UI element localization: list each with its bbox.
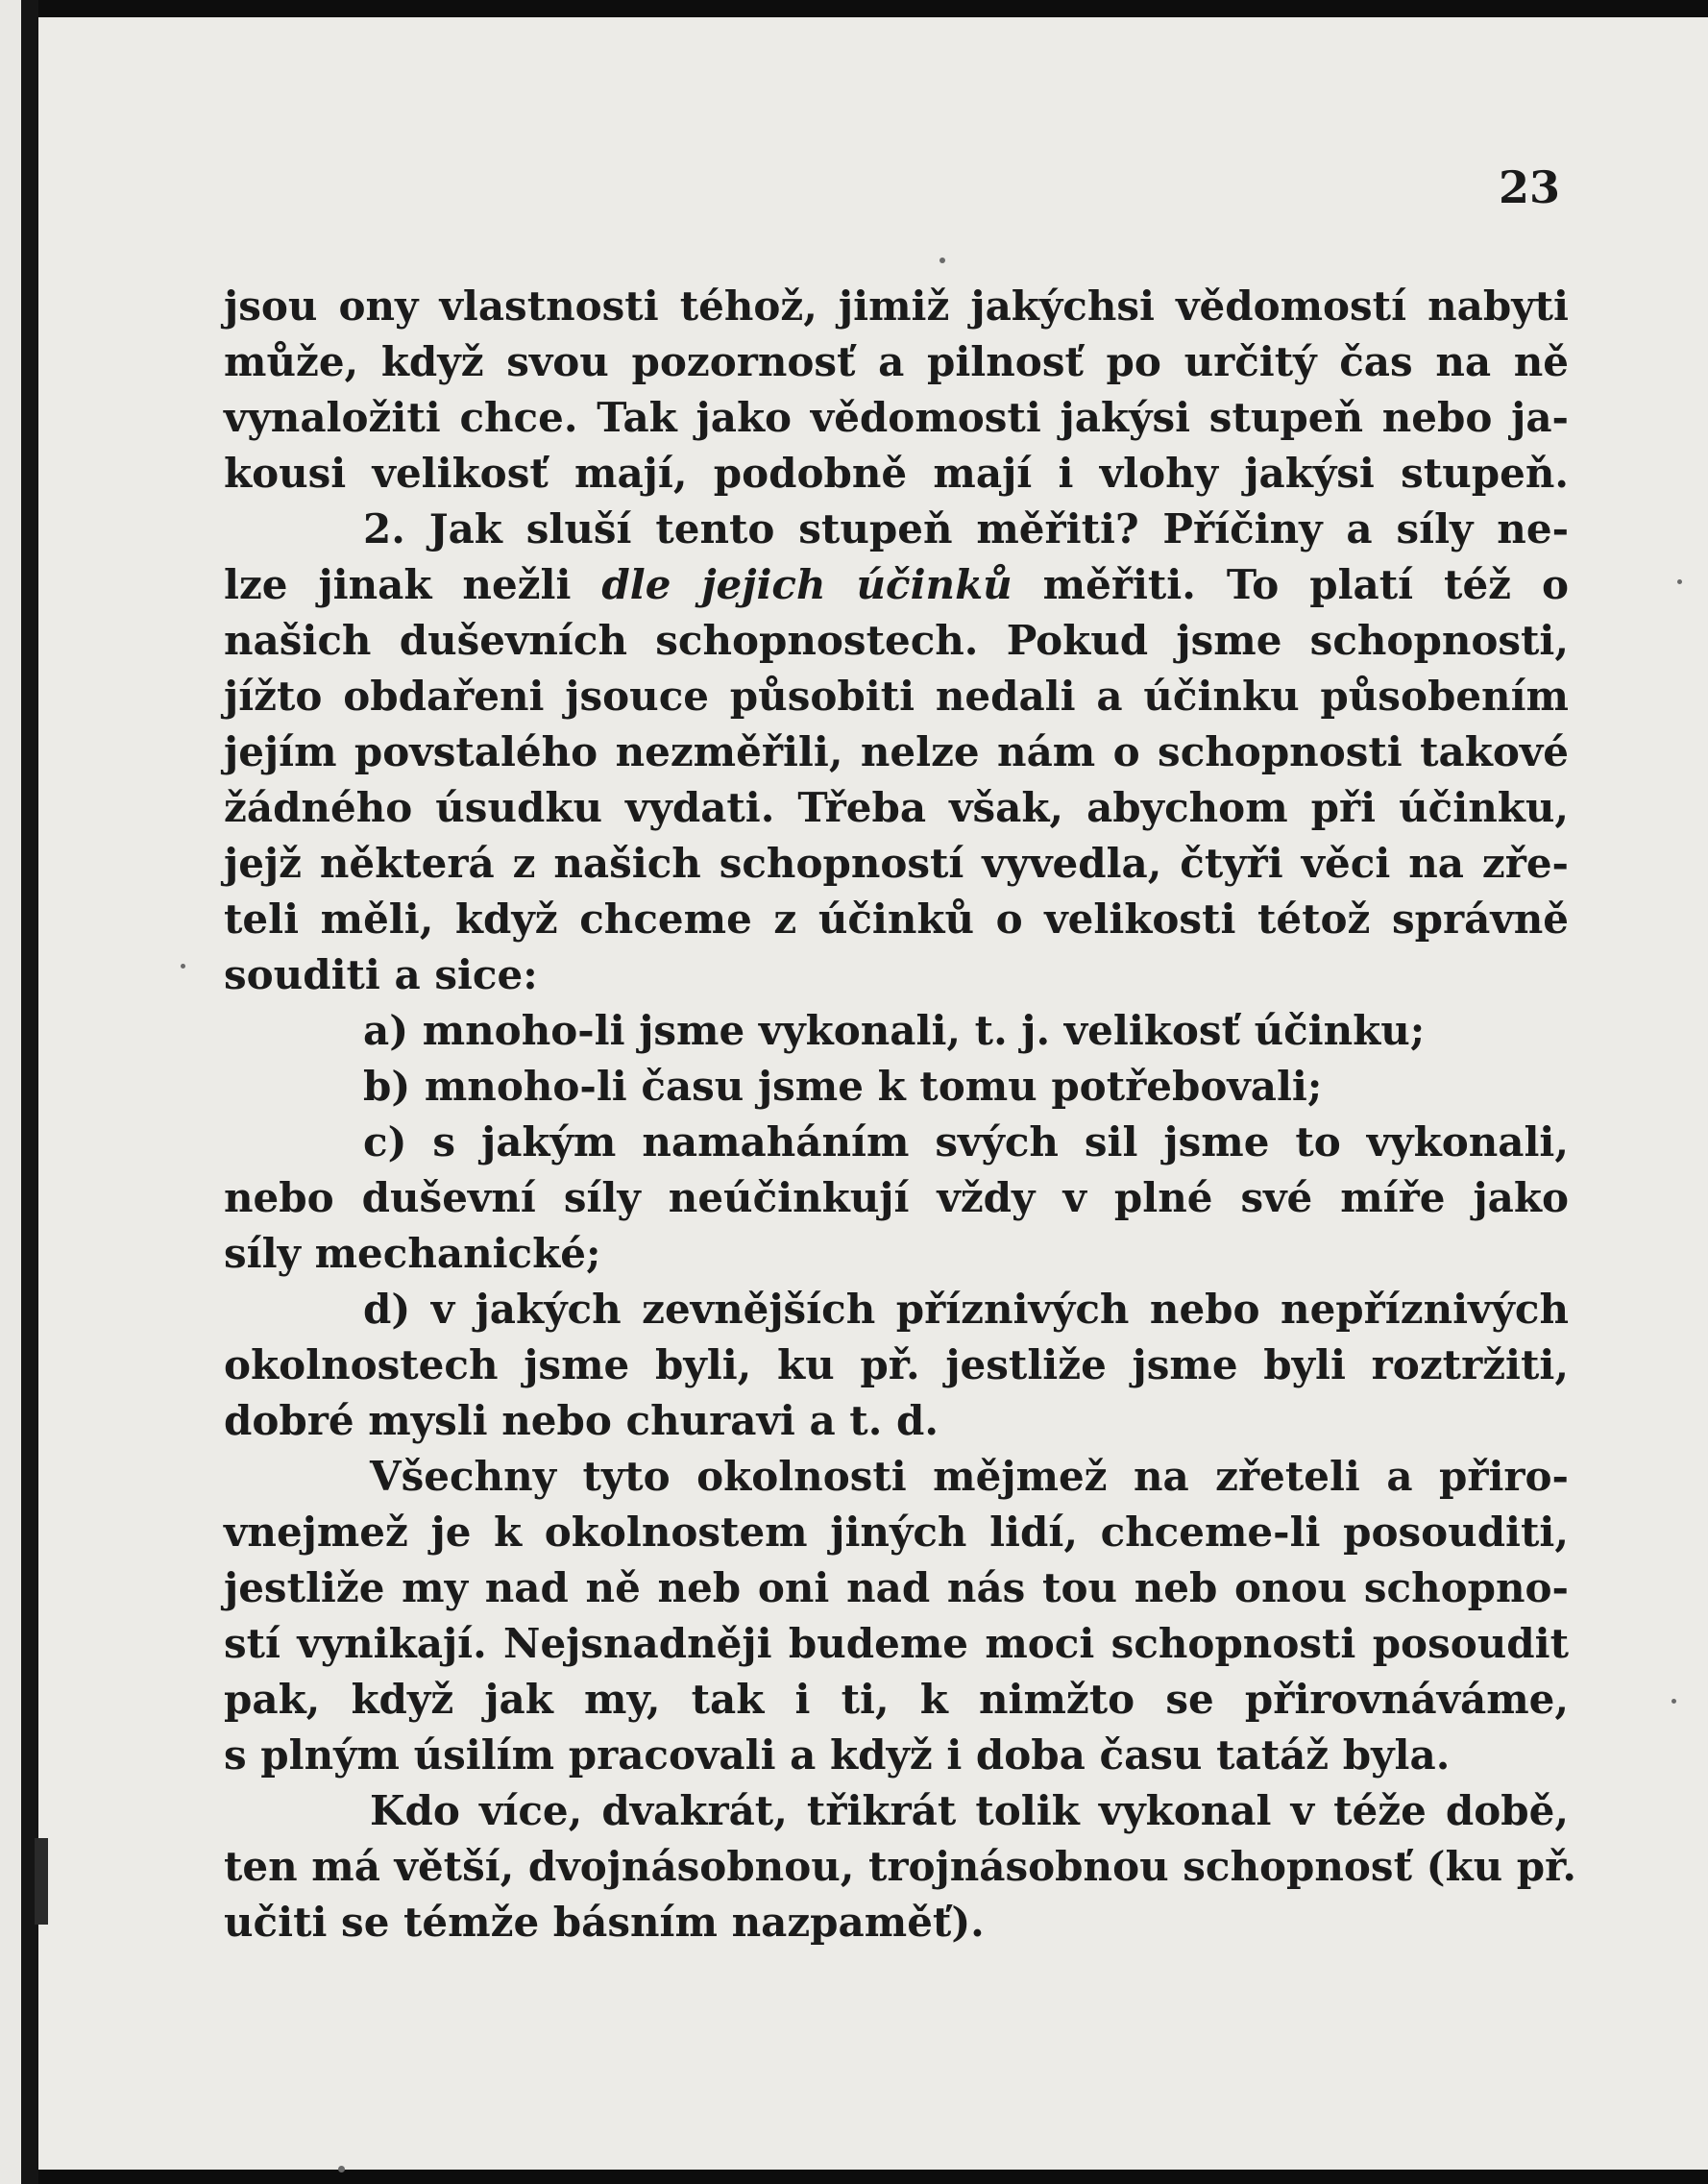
text-line: s plným úsilím pracovali a když i doba času tatáž byla. (224, 1731, 1451, 1779)
paper-speck (1677, 579, 1682, 584)
text-line: vynaložiti chce. Tak jako vědomosti jakýsi stupeň nebo ja- (224, 394, 1569, 441)
text-line: souditi a sice: (224, 951, 538, 998)
list-item-c: c) s jakým namaháním svých sil jsme to vykonali, (363, 1118, 1569, 1166)
text-line: jsou ony vlastnosti téhož, jimiž jakýchsi vědomostí nabyti (224, 282, 1569, 330)
text-fragment: lze jinak nežli (224, 561, 602, 608)
text-line: nebo duševní síly neúčinkují vždy v plné své míře jako (224, 1174, 1569, 1221)
text-line-with-emphasis (224, 557, 1569, 613)
gutter-mark (35, 1838, 48, 1925)
text-line: okolnostech jsme byli, ku př. jestliže jsme byli roztržiti, (224, 1341, 1569, 1388)
emphasis-text: dle jejich účinků (601, 561, 1013, 608)
paragraph-start-line: Kdo více, dvakrát, třikrát tolik vykonal v téže době, (370, 1787, 1569, 1834)
section-heading-line: 2. Jak sluší tento stupeň měřiti? Příčiny a síly ne- (363, 505, 1569, 552)
book-spine-edge (0, 0, 38, 2184)
text-line: jestliže my nad ně neb oni nad nás tou neb onou schopno- (224, 1564, 1569, 1611)
text-fragment: měřiti. To platí též o (1012, 561, 1569, 608)
text-line: síly mechanické; (224, 1230, 601, 1277)
paper-speck (939, 258, 945, 263)
text-line: pak, když jak my, tak i ti, k nimžto se přirovnáváme, (224, 1676, 1569, 1723)
text-line: žádného úsudku vydati. Třeba však, abychom při účinku, (224, 784, 1569, 831)
page-number: 23 (1499, 161, 1561, 213)
text-line: teli měli, když chceme z účinků o velikosti tétož správně (224, 896, 1569, 943)
text-line: jejím povstalého nezměřili, nelze nám o schopnosti takové (224, 728, 1569, 775)
text-line: jejž některá z našich schopností vyvedla, čtyři věci na zře- (224, 840, 1569, 887)
paper-speck (1671, 1699, 1676, 1704)
text-line: může, když svou pozornosť a pilnosť po určitý čas na ně (224, 338, 1569, 385)
text-line: stí vynikají. Nejsnadněji budeme moci schopnosti posoudit (224, 1620, 1569, 1667)
text-line: jížto obdařeni jsouce působiti nedali a účinku působením (224, 673, 1569, 720)
text-line: kousi velikosť mají, podobně mají i vlohy jakýsi stupeň. (224, 450, 1569, 497)
body-text (224, 279, 1576, 1951)
text-line: našich duševních schopnostech. Pokud jsme schopnosti, (224, 617, 1569, 664)
list-item-b: b) mnoho-li času jsme k tomu potřebovali; (363, 1063, 1323, 1110)
paper-speck (181, 964, 185, 969)
text-line: vnejmež je k okolnostem jiných lidí, chceme-li posouditi, (224, 1509, 1569, 1556)
list-item-a: a) mnoho-li jsme vykonali, t. j. velikosť účinku; (363, 1007, 1426, 1054)
text-line: učiti se témže básním nazpaměť). (224, 1899, 985, 1946)
text-line: ten má větší, dvojnásobnou, trojnásobnou schopnosť (ku př. (224, 1843, 1576, 1890)
list-item-d: d) v jakých zevnějších příznivých nebo nepříznivých (363, 1286, 1569, 1333)
paper-speck (338, 2166, 345, 2172)
paragraph-start-line: Všechny tyto okolnosti mějmež na zřeteli a přiro- (370, 1453, 1569, 1500)
text-line: dobré mysli nebo churavi a t. d. (224, 1397, 939, 1444)
